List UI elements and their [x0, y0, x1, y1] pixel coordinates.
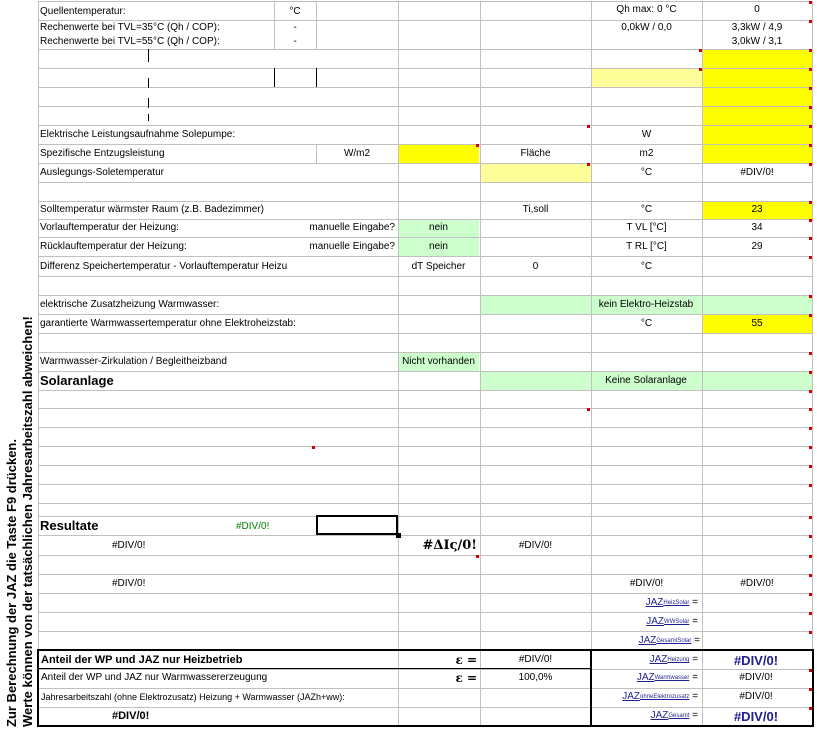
- grid-row-line: [38, 333, 812, 334]
- jaz-ohne-elektro-eq: =: [692, 691, 698, 702]
- solltemp-value[interactable]: 23: [751, 204, 763, 215]
- anteil-ww-epsilon: ε =: [455, 671, 477, 685]
- fill-lightyellow-auslegung: [480, 163, 591, 182]
- results-title-value: #DIV/0!: [236, 520, 270, 532]
- grid-row-line: [38, 68, 812, 69]
- grid-row-line: [38, 503, 812, 504]
- auslegung-value: #DIV/0!: [740, 166, 774, 178]
- comment-marker[interactable]: [809, 688, 812, 691]
- grid-col-line: [812, 1, 813, 726]
- fill-yellow-solepumpe: [702, 125, 812, 144]
- comment-marker[interactable]: [809, 68, 812, 71]
- jaz-gesamt-solar-main: JAZ: [638, 634, 657, 646]
- anteil-ww-label: Anteil der WP und JAZ nur Warmwassererzeugung: [41, 672, 268, 683]
- jaz-gesamt-sub: Gesamt: [668, 713, 690, 719]
- selected-cell[interactable]: [316, 515, 398, 535]
- quellentemperatur-value[interactable]: 0: [754, 3, 760, 15]
- jaz-ohne-elektro-main: JAZ: [622, 691, 640, 702]
- side-note-line1: Zur Berechnung der JAZ die Taste F9 drücken.: [4, 439, 19, 727]
- differenz-symbol: dT Speicher: [411, 260, 466, 272]
- fill-yellow-r5: [702, 87, 812, 106]
- grid-row-line: [38, 276, 812, 277]
- comment-marker[interactable]: [809, 20, 812, 23]
- comment-marker[interactable]: [699, 49, 702, 52]
- differenz-value: 0: [532, 260, 539, 272]
- anteil-ww-value: 100,0%: [518, 672, 553, 683]
- results-r1-left: #DIV/0!: [112, 539, 146, 551]
- jaz-heiz-solar: [591, 593, 700, 612]
- solar-choice[interactable]: Keine Solaranlage: [605, 374, 687, 386]
- entzug-unit: W/m2: [343, 147, 371, 159]
- auslegung-unit: °C: [640, 166, 653, 178]
- entzug-label: Spezifische Entzugsleistung: [40, 147, 165, 159]
- comment-marker[interactable]: [809, 408, 812, 411]
- comment-marker[interactable]: [587, 163, 590, 166]
- jaz-ohne-elektro-result: #DIV/0!: [739, 691, 773, 702]
- zirkulation-choice[interactable]: Nicht vorhanden: [402, 355, 475, 367]
- image-area-stub: [148, 78, 149, 88]
- jaz-warmwasser-eq: =: [692, 672, 698, 683]
- solltemp-label: Solltemperatur wärmster Raum (z.B. Badezimmer): [40, 204, 264, 215]
- image-area-stub: [148, 98, 149, 108]
- jaz-warmwasser-main: JAZ: [636, 672, 655, 683]
- comment-marker[interactable]: [587, 125, 590, 128]
- comment-marker[interactable]: [809, 106, 812, 109]
- results-r2-right: #DIV/0!: [740, 577, 774, 589]
- jaz-ww-solar: [591, 612, 700, 631]
- comment-marker[interactable]: [476, 555, 479, 558]
- side-note-line2: Werte können von der tatsächlichen Jahresarbeitszahl abweichen!: [20, 316, 35, 727]
- ruecklauf-symbol: T RL [°C]: [626, 240, 667, 252]
- grid-row-line: [38, 20, 812, 21]
- grid-col-line: [702, 1, 703, 726]
- vorlauf-manual-label: manuelle Eingabe?: [309, 222, 395, 233]
- comment-marker[interactable]: [809, 555, 812, 558]
- image-area-stub: [316, 68, 317, 87]
- tvl35-right-value: 3,3kW / 4,9: [731, 22, 783, 33]
- comment-marker[interactable]: [809, 535, 812, 538]
- entzug-input[interactable]: [398, 144, 479, 163]
- comment-marker[interactable]: [809, 201, 812, 204]
- comment-marker[interactable]: [809, 427, 812, 430]
- zusatz-label: elektrische Zusatzheizung Warmwasser:: [40, 298, 220, 310]
- comment-marker[interactable]: [809, 631, 812, 634]
- jaz-gesamt-solar-sub: GesamtSolar: [656, 637, 692, 644]
- tvl55-right-value: 3,0kW / 3,1: [731, 36, 783, 47]
- fill-yellow-r3: [702, 49, 812, 68]
- garantiert-unit: °C: [640, 317, 653, 329]
- flaeche-unit: m2: [639, 147, 654, 159]
- garantiert-label: garantierte Warmwassertemperatur ohne Elektroheizstab:: [40, 317, 296, 329]
- comment-marker[interactable]: [809, 256, 812, 259]
- results-box-divider: [37, 668, 592, 669]
- jaz-ohne-elektro-sub: ohneElektrozusatz: [640, 694, 690, 700]
- comment-marker[interactable]: [699, 68, 702, 71]
- jaz-warmwasser-result: #DIV/0!: [739, 672, 773, 683]
- jahres-label: Jahresarbeitszahl (ohne Elektrozusatz) Heizung + Warmwasser (JAZh+ww):: [41, 691, 345, 702]
- jaz-ww-solar-sub: WWSolar: [664, 618, 690, 625]
- vorlauf-symbol: T VL [°C]: [626, 222, 667, 233]
- zirkulation-label: Warmwasser-Zirkulation / Begleitheizband: [40, 355, 227, 367]
- quellentemperatur-unit: °C: [289, 5, 301, 17]
- zusatz-choice[interactable]: kein Elektro-Heizstab: [598, 298, 694, 310]
- comment-marker[interactable]: [809, 390, 812, 393]
- jaz-heiz-solar-main: JAZ: [645, 596, 664, 608]
- comment-marker[interactable]: [809, 669, 812, 672]
- comment-marker[interactable]: [587, 408, 590, 411]
- jaz-ww-solar-main: JAZ: [646, 615, 665, 627]
- comment-marker[interactable]: [809, 49, 812, 52]
- anteil-heiz-epsilon: ε =: [455, 653, 477, 667]
- solar-heading: Solaranlage: [40, 373, 114, 388]
- flaeche-label: Fläche: [520, 147, 551, 159]
- fill-yellow-r6: [702, 106, 812, 125]
- jaz-gesamt-solar: [591, 631, 702, 650]
- grid-row-line: [38, 182, 812, 183]
- results-r1-value: #DIV/0!: [518, 539, 553, 551]
- comment-marker[interactable]: [809, 219, 812, 222]
- solltemp-symbol: Ti,soll: [522, 204, 549, 215]
- differenz-label: Differenz Speichertemperatur - Vorlauftemperatur Heizu: [40, 260, 288, 272]
- tvl55-dash: -: [293, 36, 297, 47]
- results-r2-mid: #DIV/0!: [629, 577, 664, 589]
- anteil-heiz-label: Anteil der WP und JAZ nur Heizbetrieb: [41, 653, 243, 666]
- anteil-heiz-value: #DIV/0!: [518, 654, 553, 665]
- grid-row-line: [38, 106, 812, 107]
- comment-marker[interactable]: [312, 446, 315, 449]
- grid-row-line: [38, 87, 812, 88]
- grid-row-line: [38, 446, 812, 447]
- jaz-gesamt-main: JAZ: [650, 710, 669, 721]
- jaz-heizung-sub: Heizung: [667, 657, 690, 663]
- grid-col-line: [316, 1, 317, 49]
- grid-row-line: [38, 516, 812, 517]
- grid-row-line: [38, 390, 812, 391]
- comment-marker[interactable]: [809, 593, 812, 596]
- ruecklauf-manual-label: manuelle Eingabe?: [309, 240, 395, 252]
- comment-marker[interactable]: [809, 314, 812, 317]
- jaz-gesamt-result: #DIV/0!: [733, 708, 779, 724]
- vorlauf-manual-choice[interactable]: nein: [429, 222, 448, 233]
- image-area-stub: [274, 68, 275, 87]
- ruecklauf-manual-choice[interactable]: nein: [429, 240, 448, 252]
- grid-row-line: [38, 427, 812, 428]
- comment-marker[interactable]: [809, 516, 812, 519]
- vorlauf-value: 34: [751, 222, 763, 233]
- ruecklauf-value: 29: [751, 240, 763, 252]
- fill-yellow-entzug-right: [702, 144, 812, 163]
- comment-marker[interactable]: [809, 574, 812, 577]
- jaz-ww-solar-eq: =: [692, 615, 698, 627]
- jaz-heizung-main: JAZ: [649, 654, 668, 665]
- quellentemperatur-label: Quellentemperatur:: [40, 5, 126, 17]
- comment-marker[interactable]: [809, 1, 812, 4]
- jaz-heizung-result: #DIV/0!: [733, 652, 779, 668]
- auslegung-label: Auslegungs-Soletemperatur: [40, 166, 164, 178]
- grid-row-line: [38, 465, 812, 466]
- grid-row-line: [38, 408, 812, 409]
- results-box-right: [590, 649, 814, 727]
- grid-row-line: [38, 555, 812, 556]
- comment-marker[interactable]: [809, 144, 812, 147]
- results-r1-symbol: #ΔΙς/0!: [422, 538, 477, 553]
- jaz-heiz-solar-sub: HeizSolar: [663, 599, 690, 606]
- comment-marker[interactable]: [809, 352, 812, 355]
- jaz-warmwasser-sub: Warmwasser: [654, 675, 690, 681]
- comment-marker[interactable]: [809, 237, 812, 240]
- grid-col-line: [480, 1, 481, 726]
- fill-yellow-r4: [702, 68, 812, 87]
- comment-marker[interactable]: [476, 144, 479, 147]
- image-area-stub: [148, 49, 149, 62]
- comment-marker[interactable]: [809, 371, 812, 374]
- jaz-gesamt-solar-eq: =: [694, 634, 700, 646]
- comment-marker[interactable]: [809, 484, 812, 487]
- ruecklauf-label: Rücklauftemperatur der Heizung:: [40, 240, 187, 252]
- solepumpe-unit: W: [641, 128, 652, 140]
- jaz-heizung-eq: =: [692, 654, 698, 665]
- comment-marker[interactable]: [809, 87, 812, 90]
- comment-marker[interactable]: [809, 163, 812, 166]
- tvl35-left-value: 0,0kW / 0,0: [621, 22, 672, 33]
- grid-row-line: [38, 484, 812, 485]
- solepumpe-label: Elektrische Leistungsaufnahme Solepumpe:: [40, 128, 236, 140]
- comment-marker[interactable]: [809, 465, 812, 468]
- results-heading: Resultate: [40, 518, 99, 533]
- qh-max-label: Qh max: 0 °C: [616, 3, 677, 15]
- fill-lightyellow-r4: [591, 68, 702, 87]
- comment-marker[interactable]: [809, 707, 812, 710]
- comment-marker[interactable]: [809, 612, 812, 615]
- garantiert-value[interactable]: 55: [751, 317, 763, 329]
- comment-marker[interactable]: [809, 295, 812, 298]
- gesamt-left: #DIV/0!: [112, 709, 150, 722]
- tvl55-label: Rechenwerte bei TVL=55°C (Qh / COP):: [40, 36, 220, 47]
- image-area-stub: [148, 114, 149, 121]
- results-r2-left: #DIV/0!: [112, 577, 146, 589]
- tvl35-dash: -: [293, 22, 297, 33]
- jaz-heiz-solar-eq: =: [692, 596, 698, 608]
- vorlauf-label: Vorlauftemperatur der Heizung:: [40, 222, 179, 233]
- differenz-unit: °C: [640, 260, 653, 272]
- grid-row-line: [38, 49, 812, 50]
- tvl35-label: Rechenwerte bei TVL=35°C (Qh / COP):: [40, 22, 220, 33]
- solltemp-unit: °C: [640, 204, 653, 215]
- comment-marker[interactable]: [809, 446, 812, 449]
- comment-marker[interactable]: [809, 125, 812, 128]
- jaz-gesamt-eq: =: [692, 710, 698, 721]
